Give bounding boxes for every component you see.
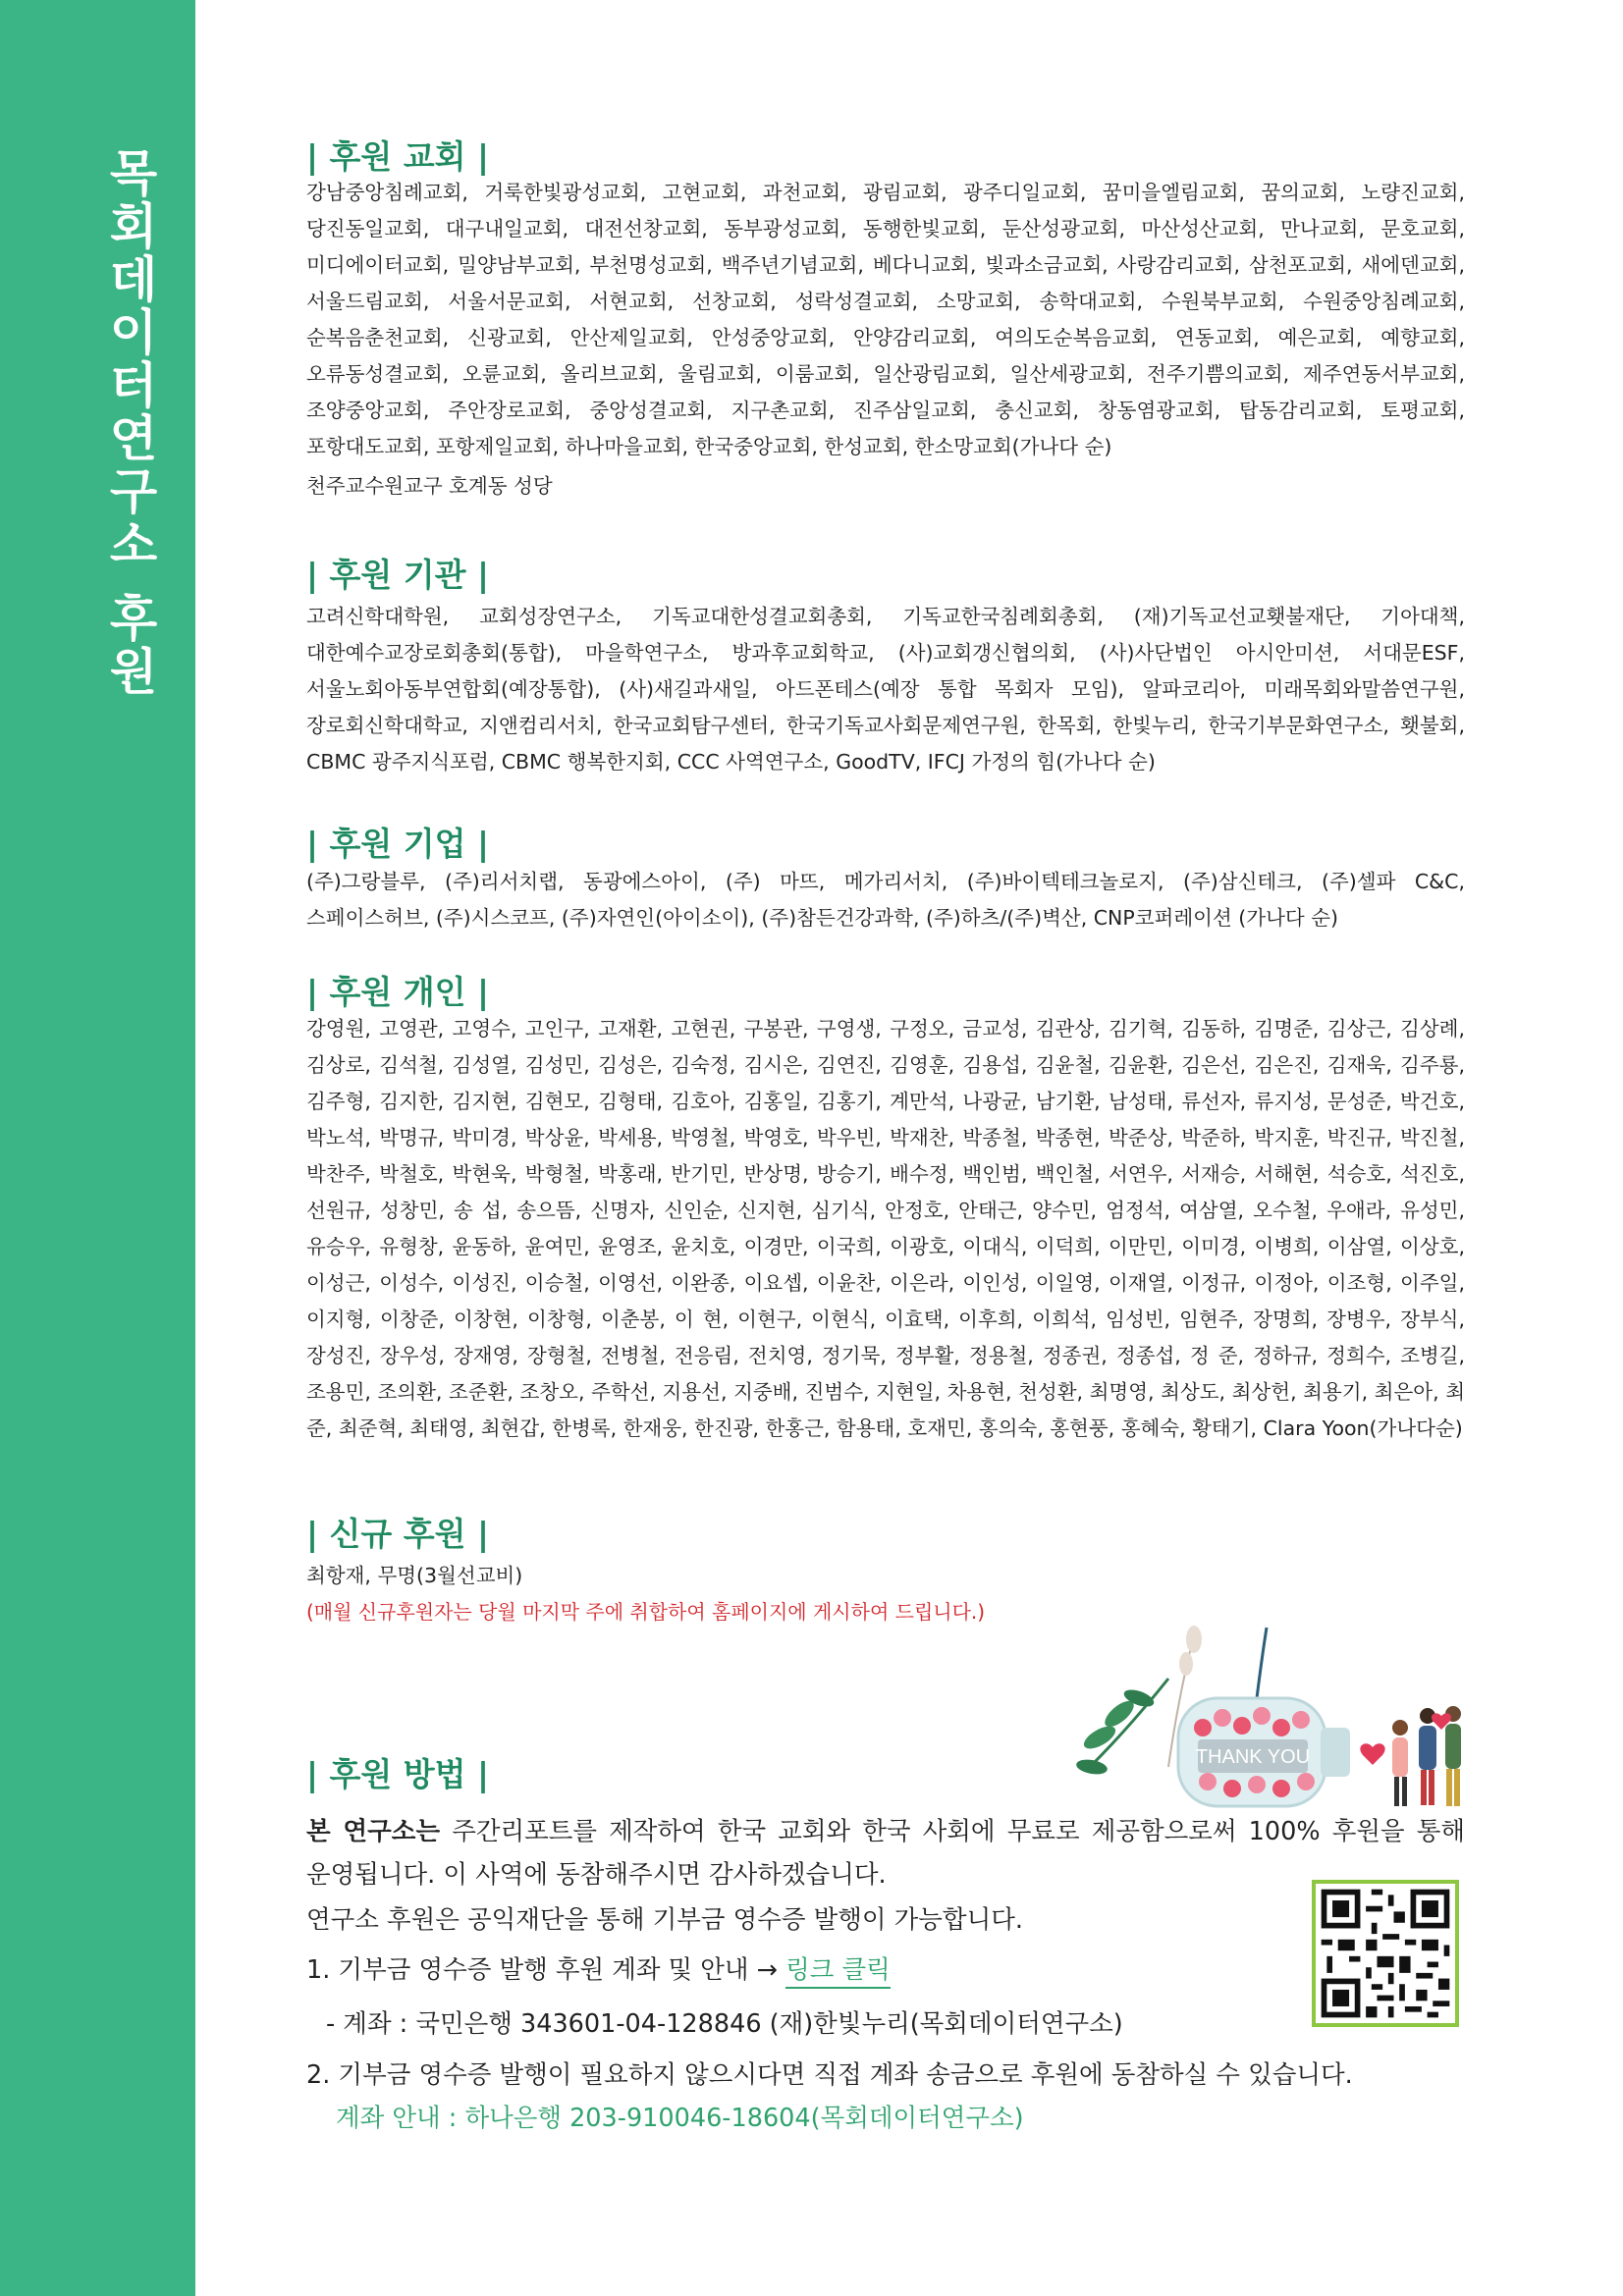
churches-list: 강남중앙침례교회, 거룩한빛광성교회, 고현교회, 과천교회, 광림교회, 광주디일교회, 꿈미을엘림교회, 꿈의교회, 노량진교회, 당진동일교회, 대구내일교회, 대전선창교회, 동부광성교회, 동행한빛교회, 둔산성광교회, 마산성산교회, 만나교회, 문호교회, 미디에이터교회, 밀양남부교회, 부천명성교회, 백주년기념교회, 베다니교회, 빛과소금교회, 사랑감리교회, 삼천포교회, 새에덴교회, 서울드림교회, 서울서문교회, 서현교회, 선창교회, 성락성결교회, 소망교회, 송학대교회, 수원북부교회, 수원중앙침례교회, 순복음춘천교회, 신광교회, 안산제일교회, 안성중앙교회, 안양감리교회, 여의도순복음교회, 연동교회, 예은교회, 예향교회, 오류동성결교회, 오륜교회, 올리브교회, 울림교회, 이룸교회, 일산광림교회, 일산세광교회, 전주기쁨의교회, 제주연동서부교회, 조양중앙교회, 주안장로교회, 중앙성결교회, 지구촌교회, 진주삼일교회, 충신교회, 창동염광교회, 탑동감리교회, 토평교회, 포항대도교회, 포항제일교회, 하나마을교회, 한국중앙교회, 한성교회, 한소망교회(가나다 순) [306,181,1465,458]
method-intro-bold: 본 연구소는 [306,1817,441,1846]
sidebar [0,0,195,2296]
method-receipt: 연구소 후원은 공익재단을 통해 기부금 영수증 발행이 가능합니다. [306,1905,1023,1935]
jar-label: THANK YOU [1195,1746,1311,1768]
method-step1 [306,1950,891,1986]
method-account1: - 계좌 : 국민은행 343601-04-128846 (재)한빛누리(목회데이터연구소) [326,2009,1123,2039]
link-click[interactable]: 링크 클릭 [785,1955,891,1989]
method-intro [306,1810,1465,1896]
method-account2: 계좌 안내 : 하나은행 203-910046-18604(목회데이터연구소) [336,2104,1024,2133]
thank-you-jar-illustration [1021,1620,1473,1816]
churches-heading: | 후원 교회 | [306,137,490,176]
method-heading: | 후원 방법 | [306,1755,490,1793]
new-heading: | 신규 후원 | [306,1515,490,1553]
individuals-heading: | 후원 개인 | [306,973,490,1011]
institutions-list: 고려신학대학원, 교회성장연구소, 기독교대한성결교회총회, 기독교한국침례회총회, (재)기독교선교횃불재단, 기아대책, 대한예수교장로회총회(통합), 마을학연구소, 방과후교회학교, (사)교회갱신협의회, (사)사단법인 아시안미션, 서대문ESF, 서울노회아동부연합회(예장통합), (사)새길과새일, 아드폰테스(예장 통합 목회자 모임), 알파코리아, 미래목회와말씀연구원, 장로회신학대학교, 지앤컴리서치, 한국교회탐구센터, 한국기독교사회문제연구원, 한목회, 한빛누리, 한국기부문화연구소, 횃불회, CBMC 광주지식포럼, CBMC 행복한지회, CCC 사역연구소, GoodTV, IFCJ 가정의 힘(가나다 순) [306,605,1465,774]
institutions-heading: | 후원 기관 | [306,556,490,594]
new-donors: 최항재, 무명(3월선교비) [306,1564,523,1587]
method-intro-rest: 주간리포트를 제작하여 한국 교회와 한국 사회에 무료로 제공함으로써 100% 후원을 통해 운영됩니다. 이 사역에 동참해주시면 감사하겠습니다. [306,1817,1465,1890]
people-icon [1360,1706,1461,1806]
companies-list: (주)그랑블루, (주)리서치랩, 동광에스아이, (주) 마뜨, 메가리서치, (주)바이텍테크놀로지, (주)삼신테크, (주)셀파 C&C, 스페이스허브, (주)시스코프, (주)자연인(아이소이), (주)참든건강과학, (주)하츠/(주)벽산, CNP코퍼레이션 (가나다 순) [306,870,1465,930]
method-step1-text: 1. 기부금 영수증 발행 후원 계좌 및 안내 → [306,1955,779,1985]
individuals-list: 강영원, 고영관, 고영수, 고인구, 고재환, 고현권, 구봉관, 구영생, 구정오, 금교성, 김관상, 김기혁, 김동하, 김명준, 김상근, 김상례, 김상로, 김석철, 김성열, 김성민, 김성은, 김숙정, 김시은, 김연진, 김영훈, 김용섭, 김윤철, 김윤환, 김은선, 김은진, 김재욱, 김주룡, 김주형, 김지한, 김지현, 김현모, 김형태, 김호아, 김홍일, 김홍기, 계만석, 나광균, 남기환, 남성태, 류선자, 류지성, 문성준, 박건호, 박노석, 박명규, 박미경, 박상윤, 박세용, 박영철, 박영호, 박우빈, 박재찬, 박종철, 박종현, 박준상, 박준하, 박지훈, 박진규, 박진철, 박찬주, 박철호, 박현욱, 박형철, 박홍래, 반기민, 반상명, 방승기, 배수정, 백인범, 백인철, 서연우, 서재승, 서해현, 석승호, 석진호, 선원규, 성창민, 송 섭, 송으뜸, 신명자, 신인순, 신지현, 심기식, 안정호, 안태근, 양수민, 엄정석, 여삼열, 오수철, 우애라, 유성민, 유승우, 유형창, 윤동하, 윤여민, 윤영조, 윤치호, 이경만, 이국희, 이광호, 이대식, 이덕희, 이만민, 이미경, 이병희, 이삼열, 이상호, 이성근, 이성수, 이성진, 이승철, 이영선, 이완종, 이요셉, 이윤찬, 이은라, 이인성, 이일영, 이재열, 이정규, 이정아, 이조형, 이주일, 이지형, 이창준, 이창현, 이창형, 이춘봉, 이 현, 이현구, 이현식, 이효택, 이후희, 이희석, 임성빈, 임현주, 장명희, 장병우, 장부식, 장성진, 장우성, 장재영, 장형철, 전병철, 전응림, 전치영, 정기묵, 정부활, 정용철, 정종권, 정종섭, 정 준, 정하규, 정희수, 조병길, 조용민, 조의환, 조준환, 조창오, 주학선, 지용선, 지중배, 진범수, 지현일, 차용현, 천성환, 최명영, 최상도, 최상헌, 최용기, 최은아, 최 준, 최준혁, 최태영, 최현갑, 한병록, 한재웅, 한진광, 한홍근, 함용태, 호재민, 홍의숙, 홍현풍, 홍혜숙, 황태기, Clara Yoon(가나다순) [306,1017,1465,1440]
new-notice: (매월 신규후원자는 당월 마지막 주에 취합하여 홈페이지에 게시하여 드립니다.) [306,1600,986,1624]
churches-extra: 천주교수원교구 호계동 성당 [306,474,553,498]
companies-heading: | 후원 기업 | [306,825,490,863]
qr-code-icon [1316,1884,1455,2023]
method-step2: 2. 기부금 영수증 발행이 필요하지 않으시다면 직접 계좌 송금으로 후원에 동참하실 수 있습니다. [306,2060,1353,2090]
jar-icon [1178,1698,1350,1806]
qr-frame[interactable] [1312,1880,1459,2027]
sidebar-title: 목회데이터연구소 후원 [101,147,158,699]
leaf-branch-icon [1075,1679,1168,1777]
